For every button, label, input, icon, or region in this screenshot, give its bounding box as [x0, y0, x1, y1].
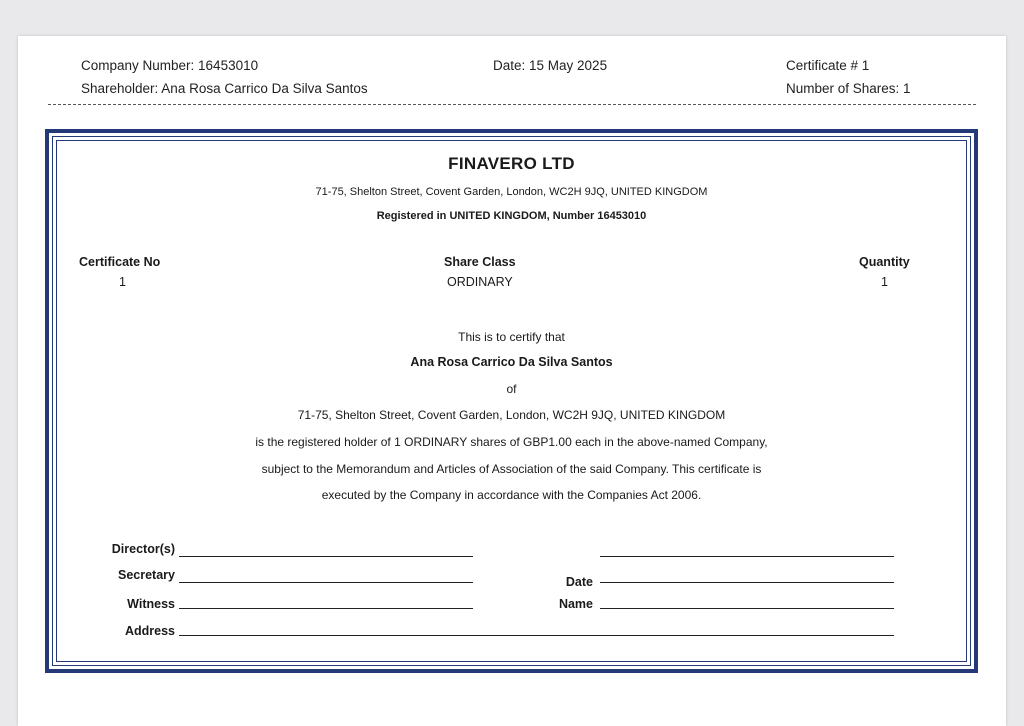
- certificate-border-inner: [52, 136, 971, 666]
- secretary-label: Secretary: [118, 568, 175, 582]
- witness-signature-line: [179, 608, 473, 609]
- issue-date: Date: 15 May 2025: [493, 58, 608, 73]
- registration-info: Registered in UNITED KINGDOM, Number 16453010: [376, 210, 647, 222]
- certify-intro: This is to certify that: [458, 330, 565, 344]
- directors-signature-line-2: [600, 556, 894, 557]
- certificate-page: [18, 36, 1006, 726]
- name-line: [600, 608, 894, 609]
- header-divider: [48, 104, 976, 105]
- date-label: Date: [565, 575, 593, 589]
- quantity-label: Quantity: [859, 255, 910, 269]
- share-class-label: Share Class: [444, 255, 516, 269]
- directors-label: Director(s): [111, 542, 175, 556]
- certificate-text-line-3: executed by the Company in accordance with the Companies Act 2006.: [321, 488, 702, 502]
- share-class-value: ORDINARY: [447, 275, 513, 289]
- directors-signature-line: [179, 556, 473, 557]
- certificate-no-label: Certificate No: [79, 255, 161, 269]
- company-address: 71-75, Shelton Street, Covent Garden, London, WC2H 9JQ, UNITED KINGDOM: [315, 186, 708, 198]
- certificate-text-line-2: subject to the Memorandum and Articles of Association of the said Company. This certificate is: [261, 462, 762, 476]
- company-number: Company Number: 16453010: [81, 58, 259, 73]
- quantity-value: 1: [881, 275, 888, 289]
- certificate-border: [45, 129, 978, 673]
- name-label: Name: [558, 597, 593, 611]
- holder-address: 71-75, Shelton Street, Covent Garden, London, WC2H 9JQ, UNITED KINGDOM: [297, 408, 726, 422]
- witness-label: Witness: [127, 597, 175, 611]
- of-text: of: [506, 382, 517, 396]
- address-label: Address: [124, 624, 175, 638]
- secretary-signature-line: [179, 582, 473, 583]
- certificate-text-line-1: is the registered holder of 1 ORDINARY shares of GBP1.00 each in the above-named Company,: [255, 435, 768, 449]
- company-name: FINAVERO LTD: [448, 154, 575, 173]
- address-line: [179, 635, 894, 636]
- shareholder-name: Shareholder: Ana Rosa Carrico Da Silva Santos: [81, 81, 368, 96]
- number-of-shares: Number of Shares: 1: [786, 81, 911, 96]
- certificate-no-value: 1: [119, 275, 126, 289]
- holder-name: Ana Rosa Carrico Da Silva Santos: [410, 355, 613, 369]
- date-line: [600, 582, 894, 583]
- certificate-content: [56, 140, 967, 662]
- certificate-number: Certificate # 1: [786, 58, 870, 73]
